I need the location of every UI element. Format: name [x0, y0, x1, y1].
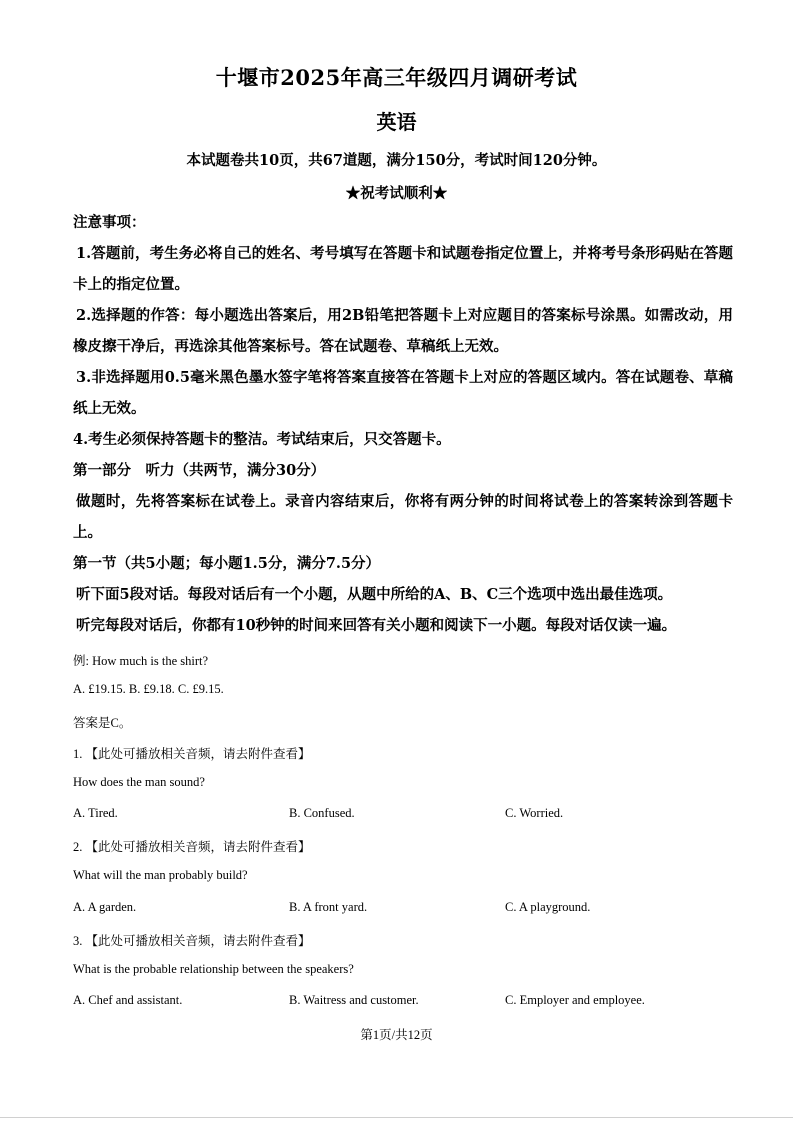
example-question: 例: How much is the shirt? — [73, 654, 209, 668]
exam-subject: 英语 — [376, 110, 417, 134]
exam-info: 本试题卷共10页，共67道题，满分150分，考试时间120分钟。 — [186, 152, 607, 169]
note-item-3: 3.非选择题用0.5毫米黑色墨水签字笔将答案直接答在答题卡上对应的答题区域内。答在试题卷、草稿纸上无效。 — [73, 369, 733, 417]
question-2-audio: 2. 【此处可播放相关音频，请去附件查看】 — [73, 840, 311, 854]
question-2-option-c: C. A playground. — [505, 900, 591, 914]
example-answer: 答案是C。 — [73, 716, 132, 730]
exam-title: 十堰市2025年高三年级四月调研考试 — [215, 65, 578, 90]
question-2-stem: What will the man probably build? — [73, 868, 248, 882]
notes-heading: 注意事项： — [73, 214, 146, 231]
question-1-option-c: C. Worried. — [505, 806, 564, 820]
question-2-option-a: A. A garden. — [73, 900, 137, 914]
part1-instruction: 做题时，先将答案标在试卷上。录音内容结束后，你将有两分钟的时间将试卷上的答案转涂到答题卡上。 — [73, 493, 733, 541]
section1-instruction-line1: 听下面5段对话。每段对话后有一个小题，从题中所给的A、B、C三个选项中选出最佳选项。 — [76, 586, 673, 603]
page-bottom-divider — [0, 1117, 793, 1118]
question-1-option-a: A. Tired. — [73, 806, 118, 820]
example-options: A. £19.15. B. £9.18. C. £9.15. — [73, 682, 224, 696]
page-footer: 第1页/共12页 — [360, 1028, 433, 1042]
question-3-audio: 3. 【此处可播放相关音频，请去附件查看】 — [73, 934, 311, 948]
question-3-option-b: B. Waitress and customer. — [289, 993, 419, 1007]
section1-instruction-line2: 听完每段对话后，你都有10秒钟的时间来回答有关小题和阅读下一小题。每段对话仅读一遍。 — [76, 617, 677, 634]
note-item-2: 2.选择题的作答：每小题选出答案后，用2B铅笔把答题卡上对应题目的答案标号涂黑。如需改动，用橡皮擦干净后，再选涂其他答案标号。答在试题卷、草稿纸上无效。 — [73, 307, 733, 355]
question-2-option-b: B. A front yard. — [289, 900, 368, 914]
section1-heading: 第一节（共5小题；每小题1.5分，满分7.5分） — [73, 555, 381, 572]
question-1-option-b: B. Confused. — [289, 806, 355, 820]
question-3-option-c: C. Employer and employee. — [505, 993, 645, 1007]
question-1-stem: How does the man sound? — [73, 775, 205, 789]
note-item-1: 1.答题前，考生务必将自己的姓名、考号填写在答题卡和试题卷指定位置上，并将考号条形码贴在答题卡上的指定位置。 — [73, 245, 733, 293]
question-3-option-a: A. Chef and assistant. — [73, 993, 183, 1007]
question-1-audio: 1. 【此处可播放相关音频，请去附件查看】 — [73, 747, 311, 761]
question-3-stem: What is the probable relationship between the speakers? — [73, 962, 354, 976]
note-item-4: 4.考生必须保持答题卡的整洁。考试结束后，只交答题卡。 — [73, 431, 451, 448]
exam-wish: ★祝考试顺利★ — [345, 185, 448, 202]
part1-heading: 第一部分 听力（共两节，满分30分） — [73, 462, 326, 479]
